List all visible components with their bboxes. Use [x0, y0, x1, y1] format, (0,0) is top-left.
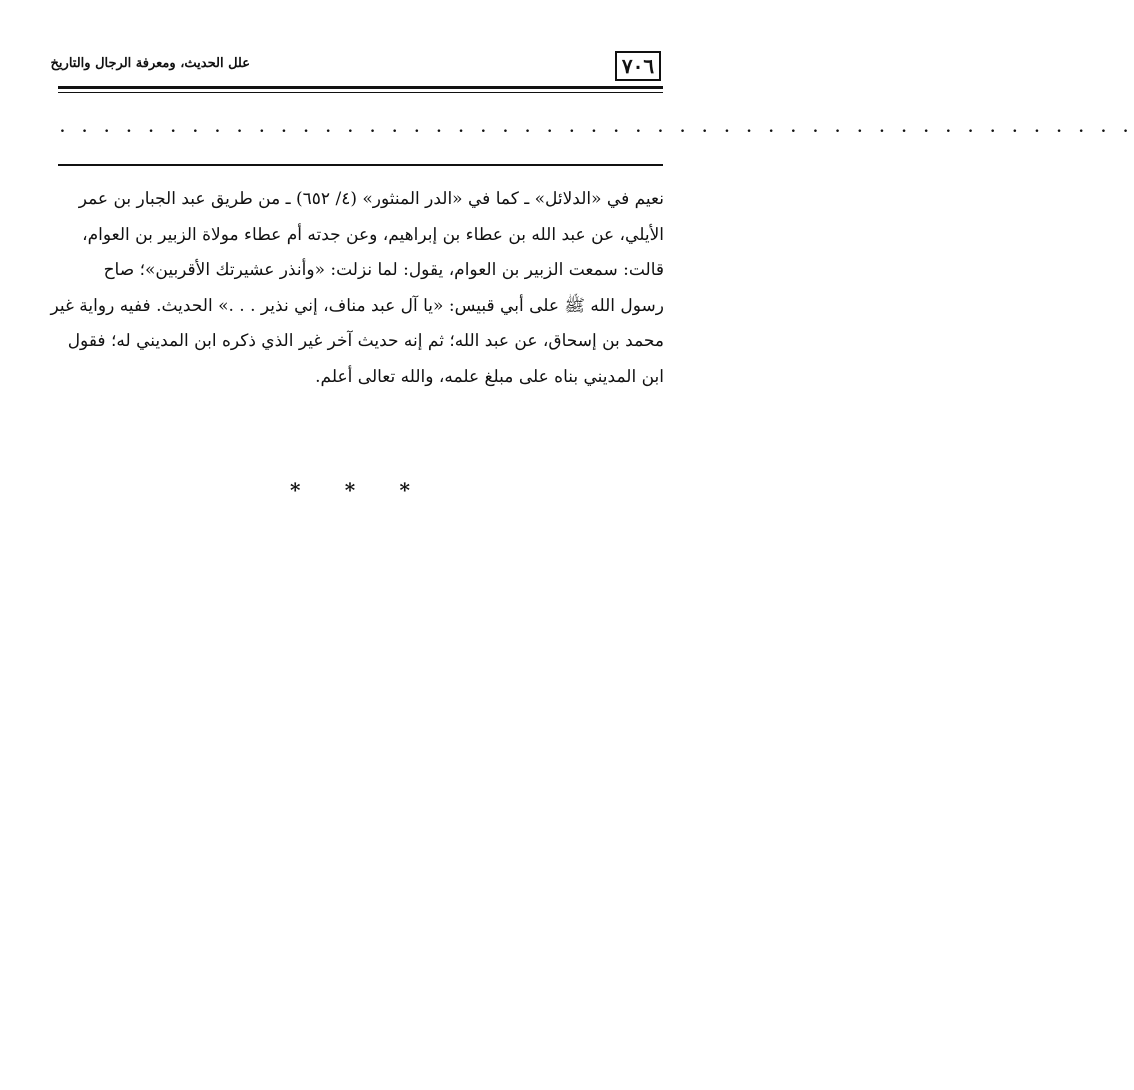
separator-asterisk: *	[399, 478, 410, 502]
header-rule-thin	[58, 92, 663, 93]
separator-asterisk: *	[344, 478, 356, 502]
body-text	[50, 182, 664, 395]
header-rule-thick	[58, 86, 663, 89]
body-line: قالت: سمعت الزبير بن العوام، يقول: لما نزلت: «وأنذر عشيرتك الأقربين»؛ صاح	[103, 260, 664, 280]
body-line: رسول الله ﷺ على أبي قبيس: «يا آل عبد مناف، إني نذير . . .» الحديث. ففيه رواية غير	[50, 295, 664, 316]
section-separator	[290, 478, 410, 502]
separator-asterisk: *	[290, 478, 301, 502]
footnote-rule	[58, 164, 663, 166]
page-number-box	[615, 51, 661, 81]
page-number: ٧٠٦	[621, 54, 655, 78]
body-line: نعيم في «الدلائل» ـ كما في «الدر المنثور» (٤/ ٦٥٢) ـ من طريق عبد الجبار بن عمر	[78, 189, 664, 209]
body-line: محمد بن إسحاق، عن عبد الله؛ ثم إنه حديث آخر غير الذي ذكره ابن المديني له؛ فقول	[67, 331, 664, 351]
dotted-line: . . . . . . . . . . . . . . . . . . . . . . . . . . . . . . . . . . . . . . . . . . . . . . . . .	[60, 120, 1134, 136]
body-line: الأيلي، عن عبد الله بن عطاء بن إبراهيم، وعن جدته أم عطاء مولاة الزبير بن العوام،	[82, 224, 664, 245]
running-title: علل الحديث، ومعرفة الرجال والتاريخ	[50, 56, 250, 71]
body-line: ابن المديني بناه على مبلغ علمه، والله تعالى أعلم.	[315, 366, 664, 387]
